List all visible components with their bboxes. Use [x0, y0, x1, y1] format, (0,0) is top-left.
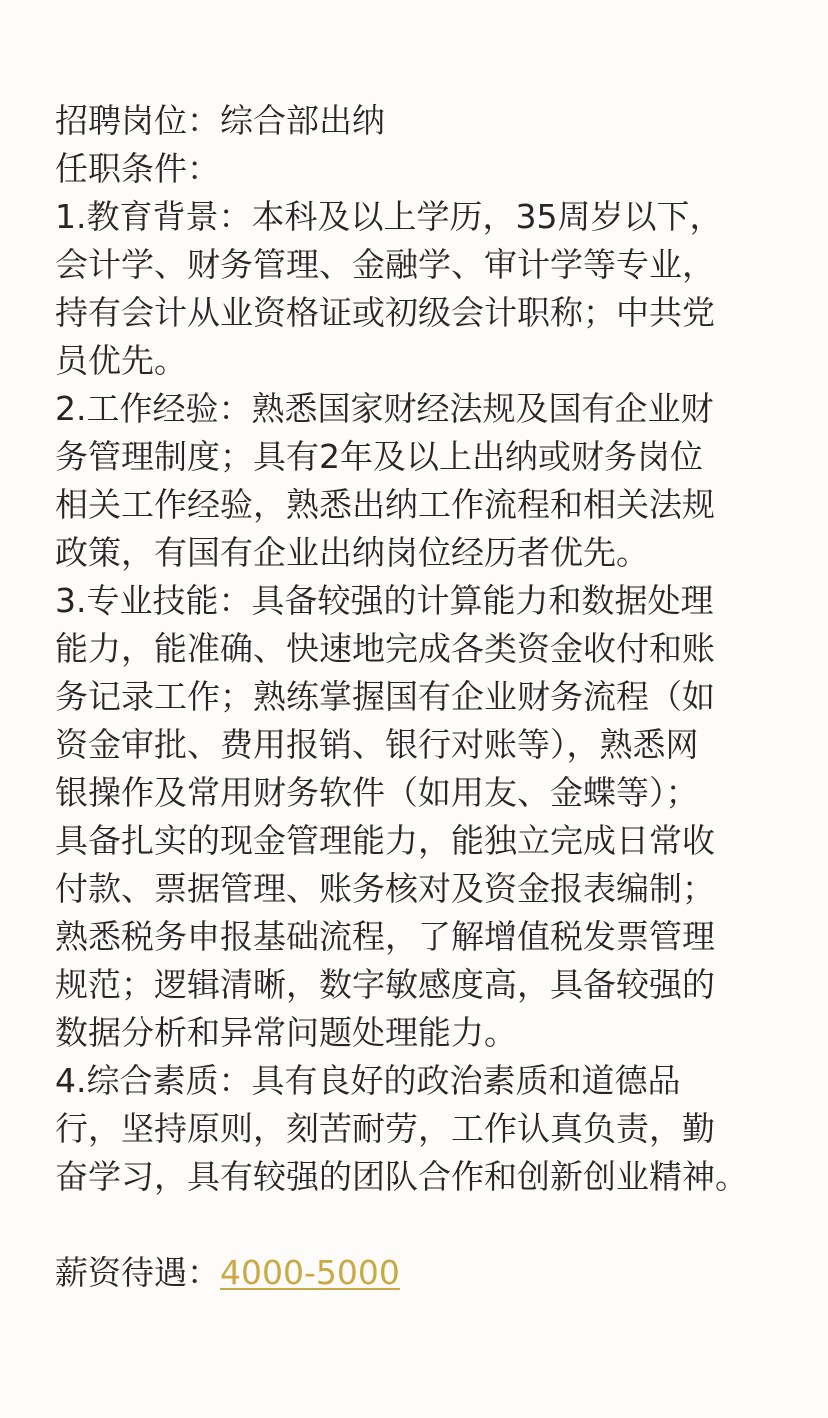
body-line-2: 会计学、财务管理、金融学、审计学等专业，	[55, 245, 715, 284]
body-line-15: 付款、票据管理、账务核对及资金报表编制；	[55, 869, 715, 908]
body-line-11: 务记录工作；熟练掌握国有企业财务流程（如	[55, 677, 715, 716]
body-line-19: 4.综合素质：具有良好的政治素质和道德品	[55, 1061, 681, 1100]
position-title: 招聘岗位：综合部出纳	[55, 101, 385, 140]
body-line-21: 奋学习，具有较强的团队合作和创新创业精神。	[55, 1157, 748, 1196]
body-line-16: 熟悉税务申报基础流程，了解增值税发票管理	[55, 917, 715, 956]
body-line-17: 规范；逻辑清晰，数字敏感度高，具备较强的	[55, 965, 715, 1004]
body-line-1: 1.教育背景：本科及以上学历，35周岁以下，	[55, 197, 723, 236]
body-line-5: 2.工作经验：熟悉国家财经法规及国有企业财	[55, 389, 714, 428]
body-line-4: 员优先。	[55, 341, 187, 380]
requirements-title: 任职条件：	[55, 149, 220, 188]
salary-row	[55, 1249, 795, 1297]
body-line-6: 务管理制度；具有2年及以上出纳或财务岗位	[55, 437, 703, 476]
job-posting	[55, 97, 795, 1297]
body-line-18: 数据分析和异常问题处理能力。	[55, 1013, 517, 1052]
body-line-12: 资金审批、费用报销、银行对账等），熟悉网	[55, 725, 699, 764]
salary-label: 薪资待遇：	[55, 1253, 220, 1292]
body-line-3: 持有会计从业资格证或初级会计职称；中共党	[55, 293, 715, 332]
body-line-10: 能力，能准确、快速地完成各类资金收付和账	[55, 629, 715, 668]
section-spacer	[55, 1201, 795, 1249]
body-line-8: 政策，有国有企业出纳岗位经历者优先。	[55, 533, 649, 572]
body-line-7: 相关工作经验，熟悉出纳工作流程和相关法规	[55, 485, 715, 524]
body-line-13: 银操作及常用财务软件（如用友、金蝶等）；	[55, 773, 699, 812]
body-line-20: 行，坚持原则，刻苦耐劳，工作认真负责，勤	[55, 1109, 715, 1148]
body-line-9: 3.专业技能：具备较强的计算能力和数据处理	[55, 581, 714, 620]
salary-value-link[interactable]: 4000-5000	[220, 1253, 400, 1292]
body-line-14: 具备扎实的现金管理能力，能独立完成日常收	[55, 821, 715, 860]
